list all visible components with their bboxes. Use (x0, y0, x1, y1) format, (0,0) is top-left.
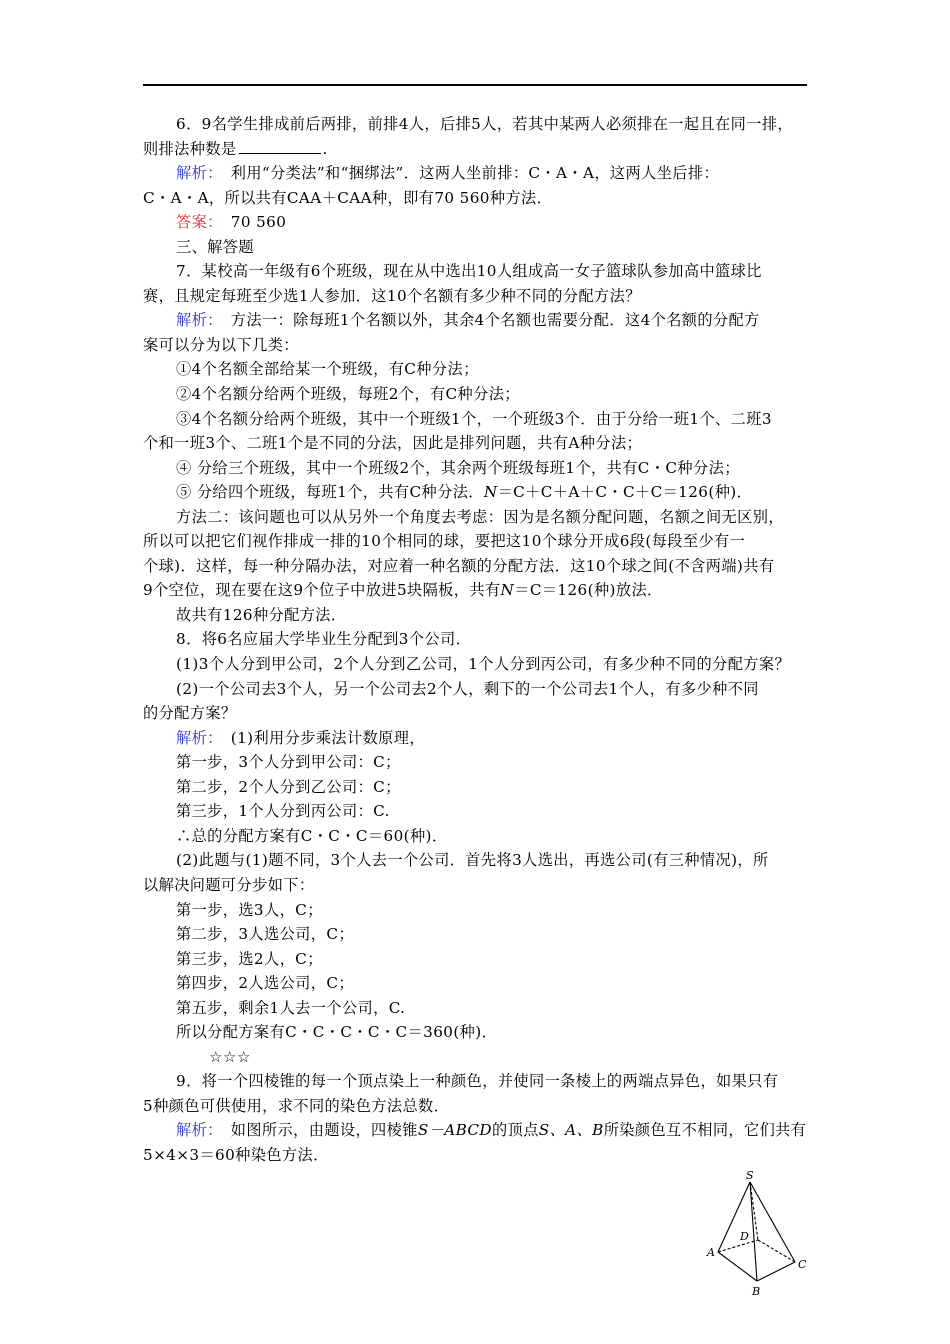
pyramid-name: S－ABCD (417, 1121, 493, 1140)
answer-label: 答案： (176, 213, 216, 232)
case-5-formula: ＝C＋C＋A＋C・C＋C＝126(种)． (497, 483, 753, 502)
problem-7-line-1: 7．某校高一年级有6个班级，现在从中选出10人组成高一女子篮球队参加高中篮球比 (176, 262, 762, 281)
problem-8-solution-line-1 (143, 726, 815, 751)
solution-text: 利用“分类法”和“捆绑法”．这两人坐前排：C・A・A，这两人坐后排： (215, 164, 720, 183)
problem-6-period: . (322, 139, 328, 158)
method-2-formula: ＝C＝126(种)放法． (514, 581, 663, 600)
problem-9-line-2: 5种颜色可供使用，求不同的染色方法总数． (143, 1096, 450, 1115)
case-3-line-1: ③4个名额分给两个班级，其中一个班级1个，一个班级3个．由于分给一班1个、二班3 (176, 409, 772, 428)
section-heading: 三、解答题 (176, 237, 254, 256)
solution-label: 解析： (176, 1121, 216, 1140)
problem-6-answer (143, 210, 815, 235)
edge-bc (757, 1262, 795, 1281)
solution-text: 的顶点 (492, 1121, 539, 1140)
problem-6-line-1: 6．9名学生排成前后两排，前排4人，后排5人，若其中某两人必须排在一起且在同一排， (176, 115, 793, 133)
star-divider: ☆☆☆ (209, 1047, 252, 1066)
solution-text: 如图所示，由题设，四棱锥 (215, 1121, 418, 1140)
answer-blank (239, 139, 321, 154)
problem-9-solution-line-1 (143, 1118, 815, 1143)
vertex-names: S、A、B (538, 1121, 604, 1140)
label-a: A (707, 1246, 715, 1259)
problem-9-line-1: 9．将一个四棱锥的每一个顶点染上一种颜色，并使同一条棱上的两端点异色，如果只有 (176, 1072, 779, 1091)
problem-6-text: 则排法种数是 (143, 139, 237, 158)
step-2: 第二步，2个人分到乙公司：C； (176, 777, 401, 796)
answer-value: 70 560 (215, 213, 287, 232)
case-1: ①4个名额全部给某一个班级，有C种分法； (176, 360, 479, 379)
problem-8-question-2-line-1: (2)一个公司去3个人，另一个公司去2个人，剩下的一个公司去1个人，有多少种不同 (176, 679, 759, 698)
label-d: D (740, 1230, 749, 1243)
method-2-line-2: 所以可以把它们视作排成一排的10个相同的球，要把这10个球分开成6段(每段至少有一 (143, 532, 746, 551)
part-2-step-5: 第五步，剩余1人去一个公司，C. (176, 998, 406, 1017)
method-2-line-4 (143, 578, 815, 603)
problem-7-solution-line-2: 案可以分为以下几类： (143, 335, 299, 354)
problem-7-line-2: 赛，且规定每班至少选1人参加．这10个名额有多少种不同的分配方法？ (143, 286, 641, 305)
method-2-line-1: 方法二：该问题也可以从另外一个角度去考虑：因为是名额分配问题，名额之间无区别， (176, 507, 784, 526)
case-4: ④ 分给三个班级，其中一个班级2个，其余两个班级每班1个，共有C・C种分法； (176, 458, 740, 477)
solution-text: 方法一：除每班1个名额以外，其余4个名额也需要分配．这4个名额的分配方 (215, 311, 760, 330)
problem-7-conclusion: 故共有126种分配方法． (176, 605, 347, 624)
edge-sb (750, 1182, 757, 1281)
edge-sc (750, 1182, 795, 1262)
problem-6-solution-line-2: C・A・A，所以共有CAA＋CAA种，即有70 560种方法． (143, 188, 553, 207)
solution-text: 所染颜色互不相同，它们共有 (603, 1121, 807, 1140)
case-5-text: ⑤ 分给四个班级，每班1个，共有C种分法． (176, 483, 484, 502)
step-total: ∴总的分配方案有C・C・C＝60(种)． (176, 826, 448, 845)
header-rule (143, 84, 807, 86)
method-2-line-3: 个球)．这样，每一种分隔办法，对应着一种名额的分配方法．这10个球之间(不含两端)共有 (143, 556, 775, 575)
problem-8-question-1: (1)3个人分到甲公司，2个人分到乙公司，1个人分到丙公司，有多少种不同的分配方案？ (176, 655, 791, 674)
edge-dc (758, 1240, 795, 1262)
label-c: C (798, 1258, 807, 1271)
case-2: ②4个名额分给两个班级，每班2个，有C种分法； (176, 385, 520, 404)
label-s: S (746, 1170, 754, 1182)
case-5 (143, 480, 815, 505)
part-2-line-1: (2)此题与(1)题不同，3个人去一个公司．首先将3人选出，再选公司(有三种情况)，所 (176, 851, 769, 870)
method-2-text: 9个空位，现在要在这9个位子中放进5块隔板，共有 (143, 581, 501, 600)
solution-label: 解析： (176, 728, 216, 747)
problem-7-solution-line-1 (143, 308, 815, 333)
step-3: 第三步，1个人分到丙公司：C. (176, 802, 390, 821)
case-3-line-2: 个和一班3个、二班1个是不同的分法，因此是排列问题，共有A种分法； (143, 434, 643, 453)
edge-ad (718, 1240, 758, 1252)
problem-8-line-1: 8．将6名应届大学毕业生分配到3个公司． (176, 630, 472, 649)
solution-label: 解析： (176, 164, 216, 183)
solution-text: (1)利用分步乘法计数原理， (215, 728, 425, 747)
problem-9-solution-line-2: 5×4×3＝60种染色方法． (143, 1145, 329, 1164)
part-2-line-2: 以解决问题可分步如下： (143, 875, 315, 894)
document-body (143, 112, 815, 1168)
part-2-step-3: 第三步，选2人，C； (176, 949, 323, 968)
part-2-step-2: 第二步，3人选公司，C； (176, 925, 354, 944)
part-2-step-1: 第一步，选3人，C； (176, 900, 323, 919)
problem-6-line-2 (143, 137, 815, 162)
variable-n: N (483, 483, 498, 502)
part-2-total: 所以分配方案有C・C・C・C・C＝360(种)． (176, 1023, 498, 1042)
problem-6-solution-line-1 (143, 161, 815, 186)
label-b: B (752, 1285, 761, 1298)
step-1: 第一步，3个人分到甲公司：C； (176, 753, 401, 772)
solution-label: 解析： (176, 311, 216, 330)
part-2-step-4: 第四步，2人选公司，C； (176, 974, 354, 993)
edge-ab (718, 1252, 757, 1281)
pyramid-figure (700, 1170, 820, 1305)
problem-8-question-2-line-2: 的分配方案？ (143, 704, 237, 723)
variable-n: N (500, 581, 515, 600)
